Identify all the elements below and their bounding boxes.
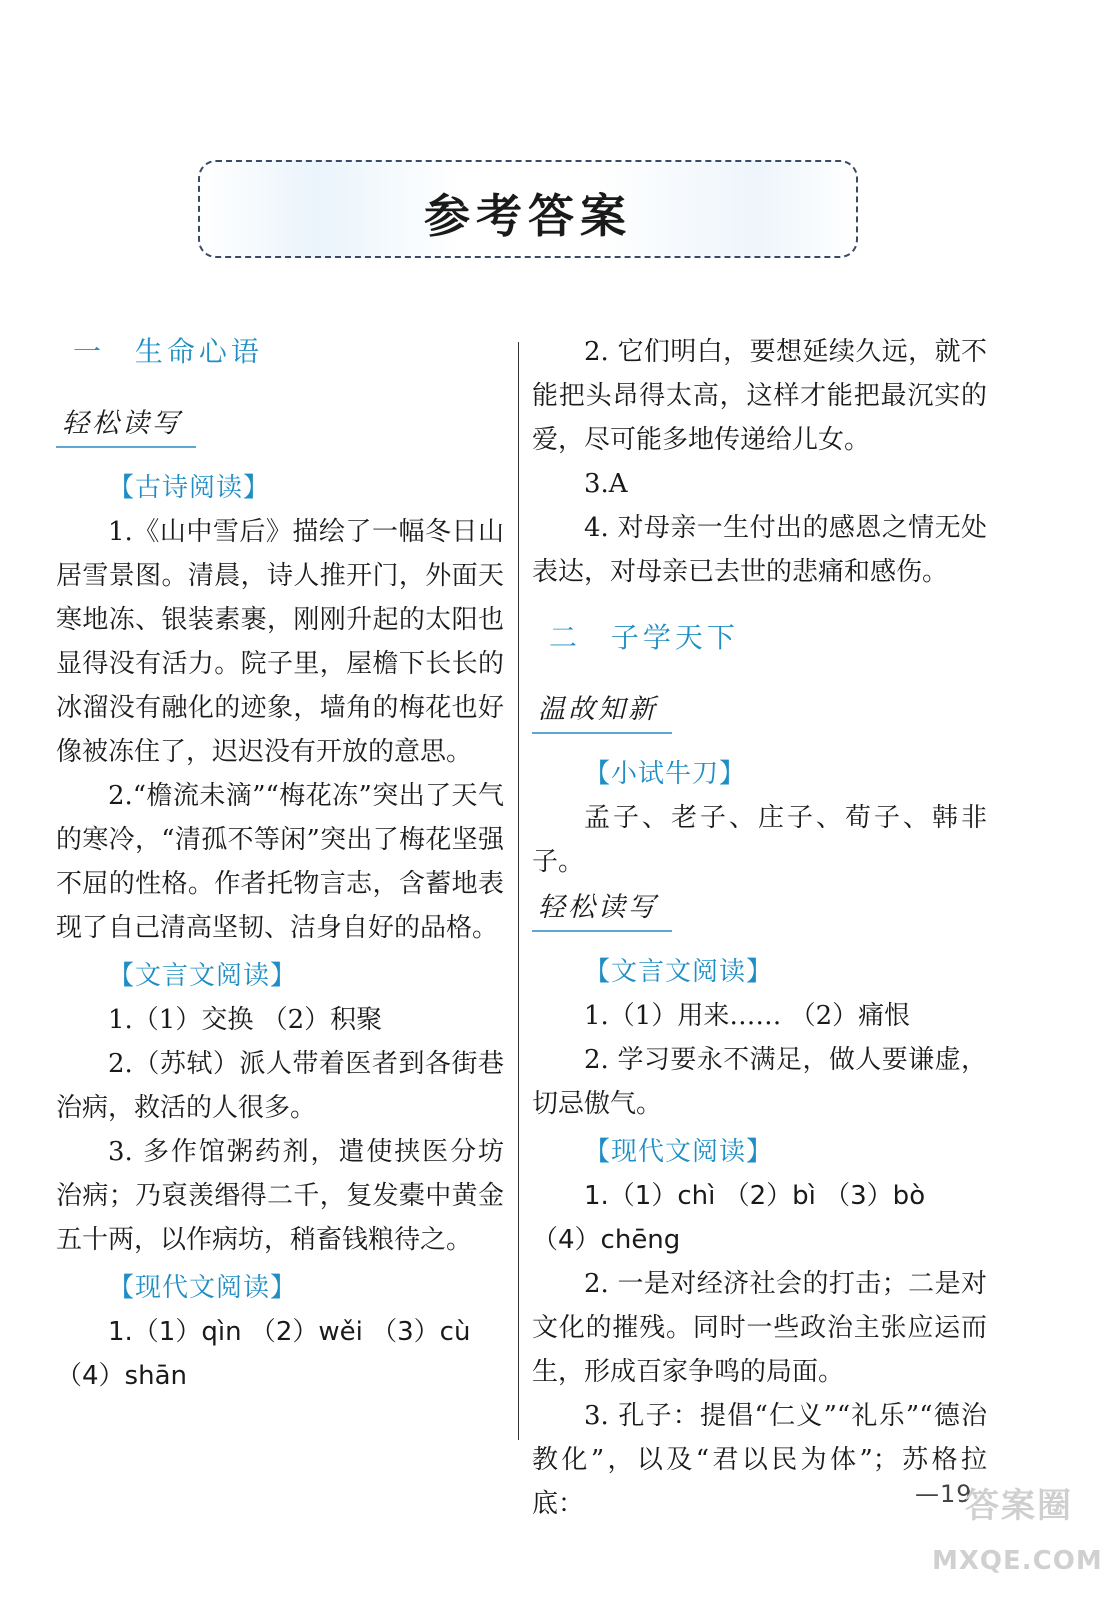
chapter-number: 一 xyxy=(72,335,105,368)
answer-paragraph: 1.（1）交换 （2）积聚 xyxy=(108,1005,383,1035)
chapter-title: 子学天下 xyxy=(610,621,739,654)
answer-paragraph: 3. 孔子：提倡“仁义”“礼乐”“德治教化”，以及“君以民为体”；苏格拉底： xyxy=(532,1401,987,1519)
tag-classical-chinese: 【文言文阅读】 xyxy=(584,957,774,987)
section-heading: 轻松读写 xyxy=(56,404,196,448)
answer-paragraph: 1.（1）用来…… （2）痛恨 xyxy=(584,1001,911,1031)
answer-paragraph: 1.（1）chì （2）bì （3）bò xyxy=(584,1181,926,1211)
chapter-heading-2 xyxy=(532,616,987,660)
tag-modern-text: 【现代文阅读】 xyxy=(584,1137,774,1167)
column-divider xyxy=(518,342,519,1440)
tag-modern-text: 【现代文阅读】 xyxy=(108,1273,298,1303)
answer-paragraph: 孟子、老子、庄子、荀子、韩非子。 xyxy=(532,803,987,877)
answer-paragraph: 1.（1）qìn （2）wěi （3）cù xyxy=(108,1317,471,1347)
chapter-title: 生命心语 xyxy=(134,335,263,368)
tag-classical-chinese: 【文言文阅读】 xyxy=(108,961,298,991)
section-heading: 温故知新 xyxy=(532,690,672,734)
answer-paragraph: 2. 它们明白，要想延续久远，就不能把头昂得太高，这样才能把最沉实的爱，尽可能多地传递给儿女。 xyxy=(532,337,987,455)
answer-paragraph: 3. 多作馆粥药剂，遣使挟医分坊治病；乃裒羡缗得二千，复发橐中黄金五十两，以作病坊，稍畜钱粮待之。 xyxy=(56,1137,504,1255)
left-column xyxy=(56,330,504,1398)
answer-paragraph: 1.《山中雪后》描绘了一幅冬日山居雪景图。清晨，诗人推开门，外面天寒地冻、银装素裹，刚刚升起的太阳也显得没有活力。院子里，屋檐下长长的冰溜没有融化的迹象，墙角的梅花也好像被冻住了，迟迟没有开放的意思。 xyxy=(56,517,504,767)
answer-paragraph: （4）shān xyxy=(56,1361,187,1391)
watermark-logo: 答案圈 xyxy=(965,1486,1073,1526)
answer-paragraph: 2.“檐流未滴”“梅花冻”突出了天气的寒冷，“清孤不等闲”突出了梅花坚强不屈的性格。作者托物言志，含蓄地表现了自己清高坚韧、洁身自好的品格。 xyxy=(56,781,504,943)
answer-paragraph: 2. 一是对经济社会的打击；二是对文化的摧残。同时一些政治主张应运而生，形成百家争鸣的局面。 xyxy=(532,1269,987,1387)
answer-paragraph: （4）chēng xyxy=(532,1225,681,1255)
answer-paragraph: 2. 学习要永不满足，做人要谦虚，切忌傲气。 xyxy=(532,1045,987,1119)
chapter-number: 二 xyxy=(548,621,581,654)
tag-ancient-poem: 【古诗阅读】 xyxy=(108,473,271,503)
title-banner xyxy=(198,160,858,258)
page-title: 参考答案 xyxy=(424,189,632,243)
page-number: —19 xyxy=(915,1480,973,1508)
tag-small-test: 【小试牛刀】 xyxy=(584,759,747,789)
chapter-heading-1 xyxy=(56,330,504,374)
watermark-url: MXQE.COM xyxy=(932,1546,1103,1576)
section-heading: 轻松读写 xyxy=(532,888,672,932)
answer-paragraph: 2.（苏轼）派人带着医者到各街巷治病，救活的人很多。 xyxy=(56,1049,504,1123)
right-column xyxy=(532,330,987,1526)
answer-paragraph: 3.A xyxy=(584,469,628,499)
answer-paragraph: 4. 对母亲一生付出的感恩之情无处表达，对母亲已去世的悲痛和感伤。 xyxy=(532,513,987,587)
